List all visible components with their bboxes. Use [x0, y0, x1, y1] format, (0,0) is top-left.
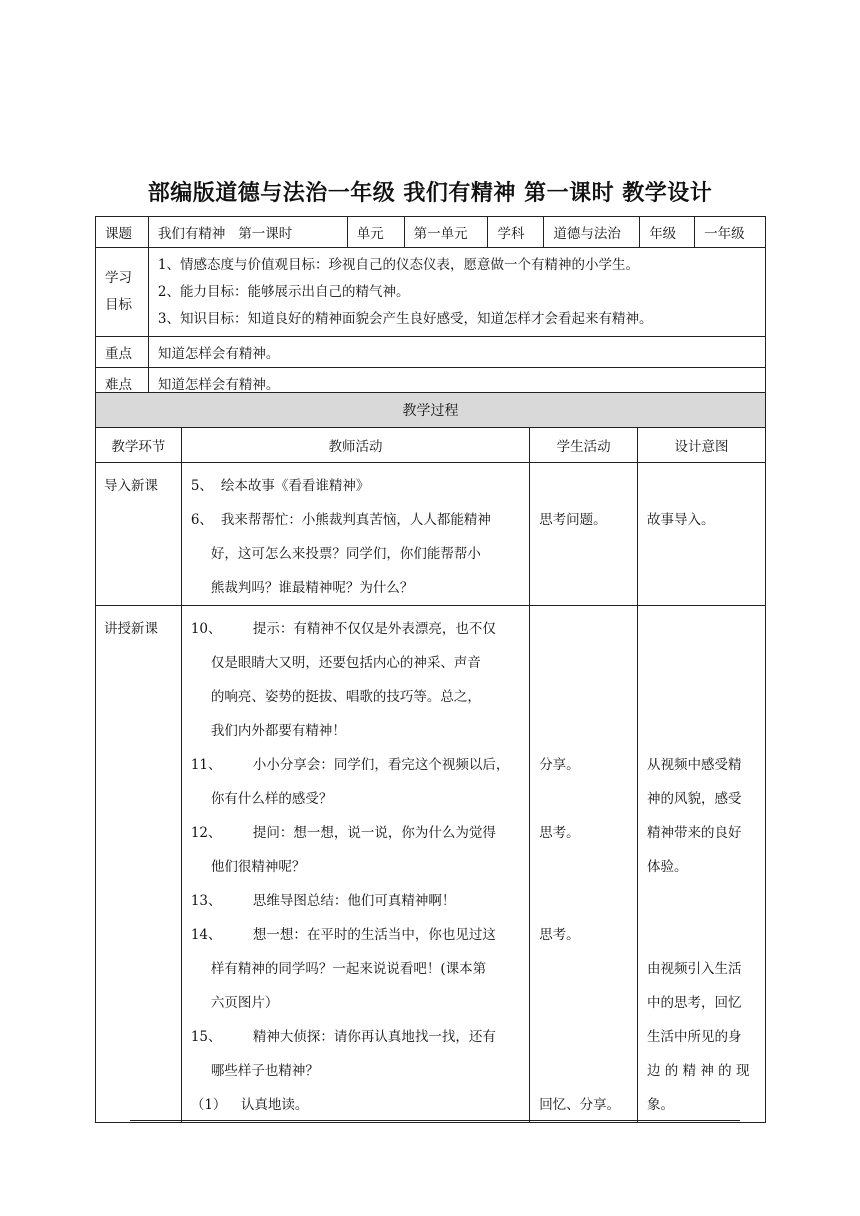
item-number: 12、 [190, 825, 222, 841]
subject-label: 学科 [488, 217, 544, 248]
intent-text: 故事导入。 [647, 512, 715, 528]
goal-item: 1、情感态度与价值观目标：珍视自己的仪态仪表，愿意做一个有精神的小学生。 [157, 256, 639, 273]
stage-intro [96, 463, 182, 606]
intent-line [647, 884, 765, 918]
design-intent-lecture [638, 606, 766, 1123]
column-header-student: 学生活动 [530, 428, 638, 463]
design-intent-intro [638, 463, 766, 606]
student-line [539, 714, 637, 748]
intent-line [647, 714, 765, 748]
stage-label: 导入新课 [104, 478, 158, 494]
intent-line [647, 646, 765, 680]
goal-item: 3、知识目标：知道良好的精神面貌会产生良好感受，知道怎样才会看起来有精神。 [157, 310, 653, 327]
student-activity-intro [530, 463, 638, 606]
item-text: 提示：有精神不仅仅是外表漂亮，也不仅 [252, 621, 496, 637]
goals-label-line-1: 学习 [105, 270, 132, 286]
teacher-line: 的响亮、姿势的挺拔、唱歌的技巧等。总之， [210, 689, 481, 705]
item-text: 绘本故事《看看谁精神》 [220, 478, 370, 494]
stage-label: 讲授新课 [104, 621, 158, 637]
item-number: 11、 [190, 757, 222, 773]
teacher-line [191, 469, 529, 503]
teacher-line: 六页图片） [210, 995, 279, 1011]
unit-label: 单元 [347, 217, 404, 248]
intent-line [647, 612, 765, 646]
process-header-row [96, 428, 766, 463]
teacher-line: 仅是眼睛大又明，还要包括内心的神采、声音 [210, 655, 481, 671]
column-header-teacher: 教师活动 [181, 428, 529, 463]
footer-divider [130, 1120, 740, 1121]
student-line: 回忆、分享。 [539, 1097, 621, 1113]
student-text: 思考问题。 [539, 512, 607, 528]
item-text: 认真地读。 [240, 1097, 309, 1113]
teacher-line [191, 503, 529, 537]
intent-line: 象。 [647, 1097, 675, 1113]
student-line [539, 884, 637, 918]
teacher-line: 哪些样子也精神？ [210, 1063, 319, 1079]
item-text: 精神大侦探：请你再认真地找一找，还有 [252, 1029, 496, 1045]
teacher-line: 样有精神的同学吗？一起来说说看吧！(课本第 [210, 961, 487, 977]
key-value: 知道怎样会有精神。 [148, 337, 765, 368]
difficulty-value: 知道怎样会有精神。 [148, 368, 765, 399]
student-activity-lecture [530, 606, 638, 1123]
student-line [539, 850, 637, 884]
intent-line: 中的思考，回忆 [647, 995, 742, 1011]
course-value: 我们有精神 第一课时 [148, 217, 347, 248]
grade-label: 年级 [640, 217, 695, 248]
student-line [539, 1054, 637, 1088]
student-line [539, 646, 637, 680]
intent-line: 生活中所见的身 [647, 1029, 742, 1045]
difficulty-label: 难点 [96, 368, 149, 399]
teacher-line: 他们很精神呢？ [210, 859, 306, 875]
teacher-line: 我们内外都要有精神！ [210, 723, 346, 739]
course-label: 课题 [96, 217, 149, 248]
teaching-process-table [95, 392, 766, 1123]
item-number: 15、 [190, 1029, 222, 1045]
item-number: （1） [190, 1097, 227, 1113]
teacher-activity-lecture [181, 606, 529, 1123]
goals-list [148, 248, 765, 337]
item-number: 14、 [190, 927, 222, 943]
teacher-line: 熊裁判吗？谁最精神呢？为什么？ [210, 580, 414, 596]
student-line: 思考。 [539, 825, 580, 841]
item-number: 13、 [190, 893, 222, 909]
student-line: 思考。 [539, 927, 580, 943]
stage-lecture [96, 606, 182, 1123]
goal-item: 2、能力目标：能够展示出自己的精气神。 [157, 283, 410, 300]
item-text: 提问：想一想，说一说，你为什么为觉得 [252, 825, 496, 841]
goals-label [96, 248, 149, 337]
teacher-line: 你有什么样的感受？ [210, 791, 333, 807]
item-number: 10、 [190, 621, 222, 637]
intent-line: 边 的 精 神 的 现 [647, 1063, 750, 1079]
intent-line: 由视频引入生活 [647, 961, 742, 977]
info-row-goals [96, 248, 766, 337]
teacher-line [191, 1020, 529, 1054]
student-line [539, 952, 637, 986]
student-line [539, 782, 637, 816]
teacher-line [191, 1088, 529, 1122]
teacher-line [191, 918, 529, 952]
grade-value: 一年级 [695, 217, 766, 248]
teacher-line [191, 748, 529, 782]
column-header-stage: 教学环节 [96, 428, 182, 463]
lesson-info-table [95, 216, 766, 399]
goals-label-line-2: 目标 [105, 297, 132, 313]
item-text: 小小分享会：同学们，看完这个视频以后， [252, 757, 510, 773]
intent-line: 神的风貌，感受 [647, 791, 742, 807]
intent-line: 从视频中感受精 [647, 757, 742, 773]
document-title: 部编版道德与法治一年级 我们有精神 第一课时 教学设计 [147, 181, 713, 206]
student-line: 分享。 [539, 757, 580, 773]
intent-line [647, 918, 765, 952]
column-header-intent: 设计意图 [638, 428, 766, 463]
process-heading: 教学过程 [96, 393, 766, 428]
teacher-line [191, 612, 529, 646]
key-label: 重点 [96, 337, 149, 368]
student-line [539, 680, 637, 714]
teacher-line [191, 816, 529, 850]
item-number: 6、 [190, 512, 213, 528]
subject-value: 道德与法治 [544, 217, 640, 248]
intent-line [647, 680, 765, 714]
student-line [539, 1020, 637, 1054]
item-text: 我来帮帮忙：小熊裁判真苦恼，人人都能精神 [220, 512, 491, 528]
teacher-activity-intro [181, 463, 529, 606]
item-text: 思维导图总结：他们可真精神啊！ [252, 893, 456, 909]
unit-value: 第一单元 [404, 217, 488, 248]
process-row-intro [96, 463, 766, 606]
item-number: 5、 [190, 478, 213, 494]
student-line [539, 612, 637, 646]
intent-line: 体验。 [647, 859, 688, 875]
teacher-line [191, 884, 529, 918]
intent-line: 精神带来的良好 [647, 825, 742, 841]
info-row-key [96, 337, 766, 368]
teacher-line: 好，这可怎么来投票？同学们，你们能帮帮小 [210, 546, 481, 562]
item-text: 想一想：在平时的生活当中，你也见过这 [252, 927, 496, 943]
student-line [539, 986, 637, 1020]
process-row-lecture [96, 606, 766, 1123]
info-row-course [96, 217, 766, 248]
